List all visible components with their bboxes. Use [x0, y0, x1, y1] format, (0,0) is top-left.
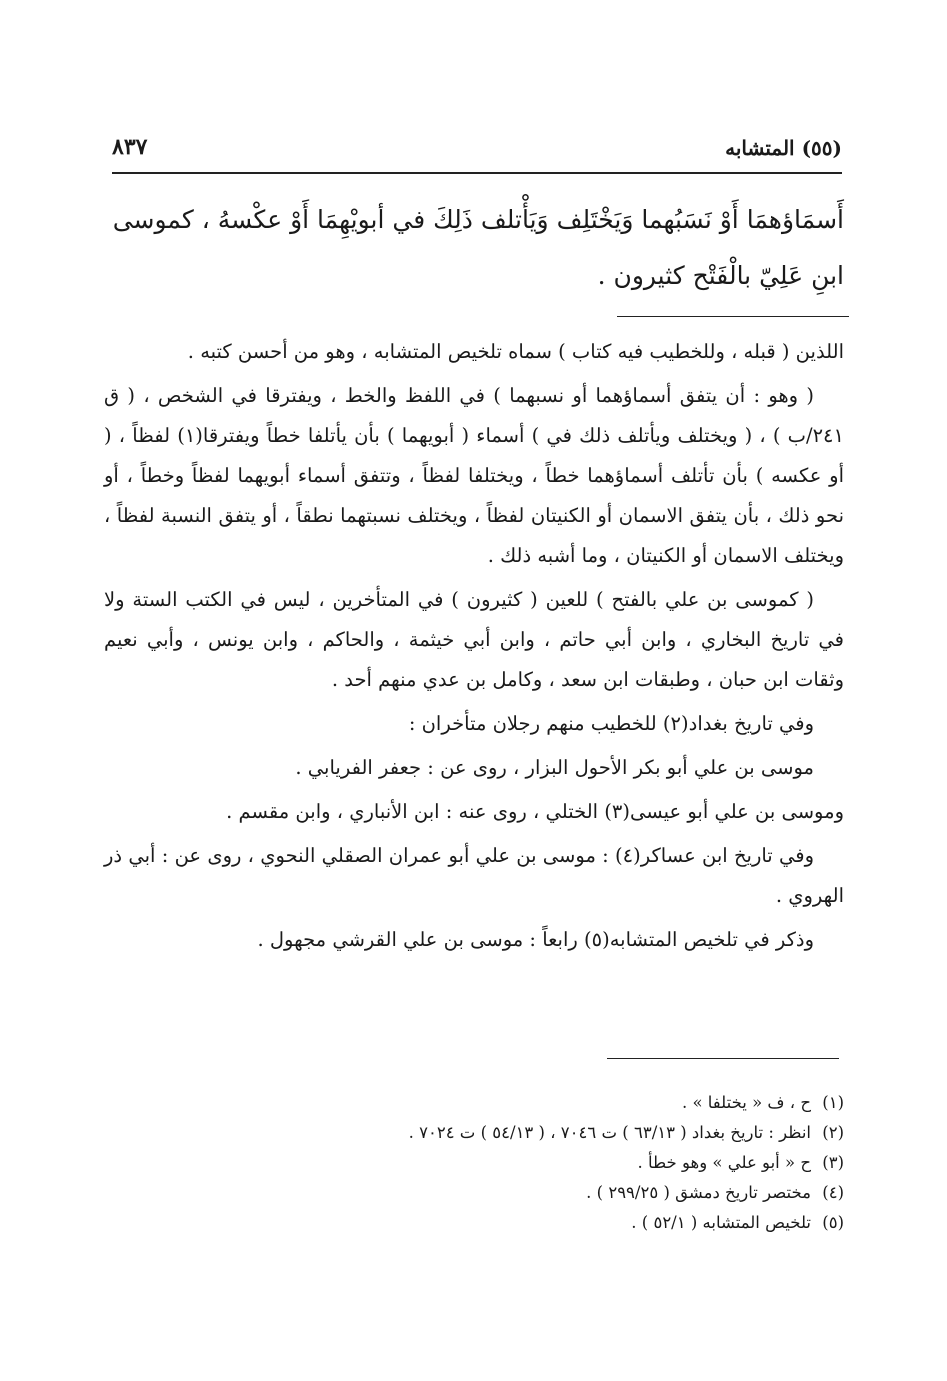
footnote: [160, 1148, 844, 1178]
footnote-text: ح « أبو علي » وهو خطأ .: [637, 1153, 811, 1172]
footnote: [160, 1118, 844, 1148]
footnote-number: (١): [822, 1093, 844, 1112]
main-text-divider: [617, 316, 849, 317]
chapter-title: (٥٥) المتشابه: [725, 136, 842, 160]
main-text: [108, 192, 844, 304]
footnote: [160, 1178, 844, 1208]
page-number: ٨٣٧: [112, 134, 148, 160]
footnote-number: (٥): [822, 1213, 844, 1232]
footnote-number: (٤): [822, 1183, 844, 1202]
footnote-text: تلخيص المتشابه ( ٥٢/١ ) .: [631, 1213, 811, 1232]
commentary-paragraph: موسى بن علي أبو بكر الأحول البزار ، روى عن : جعفر الفريابي .: [295, 756, 814, 779]
page-header: [112, 132, 842, 172]
commentary-paragraph: ( وهو : أن يتفق أسماؤهما أو نسبهما ) في اللفظ والخط ، ويفترقا في الشخص ، ( ق ٢٤١/ب ) ، ( ويختلف ويأتلف ذلك في ) أسماء ( أبويهما ) بأن يأتلفا خطاً ويفترقا(١) لفظاً ، ( أو عكسه ) بأن تأتلف أسماؤهما خطاً ، ويختلفا لفظاً ، وتتفق أسماء أبويهما لفظاً وخطاً ، أو نحو ذلك ، بأن يتفق الاسمان أو الكنيتان لفظاً ، ويختلف نسبتهما نطقاً ، أو يتفق النسبة لفظاً ، ويختلف الاسمان أو الكنيتان ، وما أشبه ذلك .: [104, 384, 844, 567]
footnote: [160, 1088, 844, 1118]
footnote-divider: [607, 1058, 839, 1059]
main-text-line: أَسمَاؤهمَا أَوْ نَسَبُهما وَيَخْتَلِف وَيَأْتلف ذَلِكَ في أبويْهِمَا أَوْ عكْسهُ ، كموسى: [112, 205, 844, 234]
footnote-text: مختصر تاريخ دمشق ( ٢٩٩/٢٥ ) .: [586, 1183, 811, 1202]
footnote-text: انظر : تاريخ بغداد ( ٦٣/١٣ ) ت ٧٠٤٦ ، ( ٥٤/١٣ ) ت ٧٠٢٤ .: [408, 1123, 811, 1142]
main-text-line: ابنِ عَلِيّ بالْفَتْح كثيرون .: [597, 261, 844, 290]
commentary-paragraph: وفي تاريخ ابن عساكر(٤) : موسى بن علي أبو عمران الصقلي النحوي ، روى عن : أبي ذر الهروي .: [104, 844, 844, 907]
header-rule: [112, 172, 842, 174]
footnote-number: (٢): [822, 1123, 844, 1142]
footnote-text: ح ، ف « يختلفا » .: [681, 1093, 811, 1112]
commentary-paragraph: وفي تاريخ بغداد(٢) للخطيب منهم رجلان متأخران :: [408, 712, 814, 735]
commentary-paragraph: وموسى بن علي أبو عيسى(٣) الختلي ، روى عنه : ابن الأنباري ، وابن مقسم .: [226, 800, 844, 823]
commentary: [104, 332, 844, 964]
commentary-paragraph: وذكر في تلخيص المتشابه(٥) رابعاً : موسى بن علي القرشي مجهول .: [257, 928, 814, 951]
footnote: [160, 1208, 844, 1238]
commentary-paragraph: اللذين ( قبله ، وللخطيب فيه كتاب ) سماه تلخيص المتشابه ، وهو من أحسن كتبه .: [187, 340, 844, 363]
footnotes: [160, 1088, 844, 1238]
commentary-paragraph: ( كموسى بن علي بالفتح ) للعين ( كثيرون ) في المتأخرين ، ليس في الكتب الستة ولا في تاريخ البخاري ، وابن أبي حاتم ، وابن أبي خيثمة ، والحاكم ، وابن يونس ، وأبي نعيم وثقات ابن حبان ، وطبقات ابن سعد ، وكامل بن عدي منهم أحد .: [104, 588, 844, 691]
footnote-number: (٣): [822, 1153, 844, 1172]
